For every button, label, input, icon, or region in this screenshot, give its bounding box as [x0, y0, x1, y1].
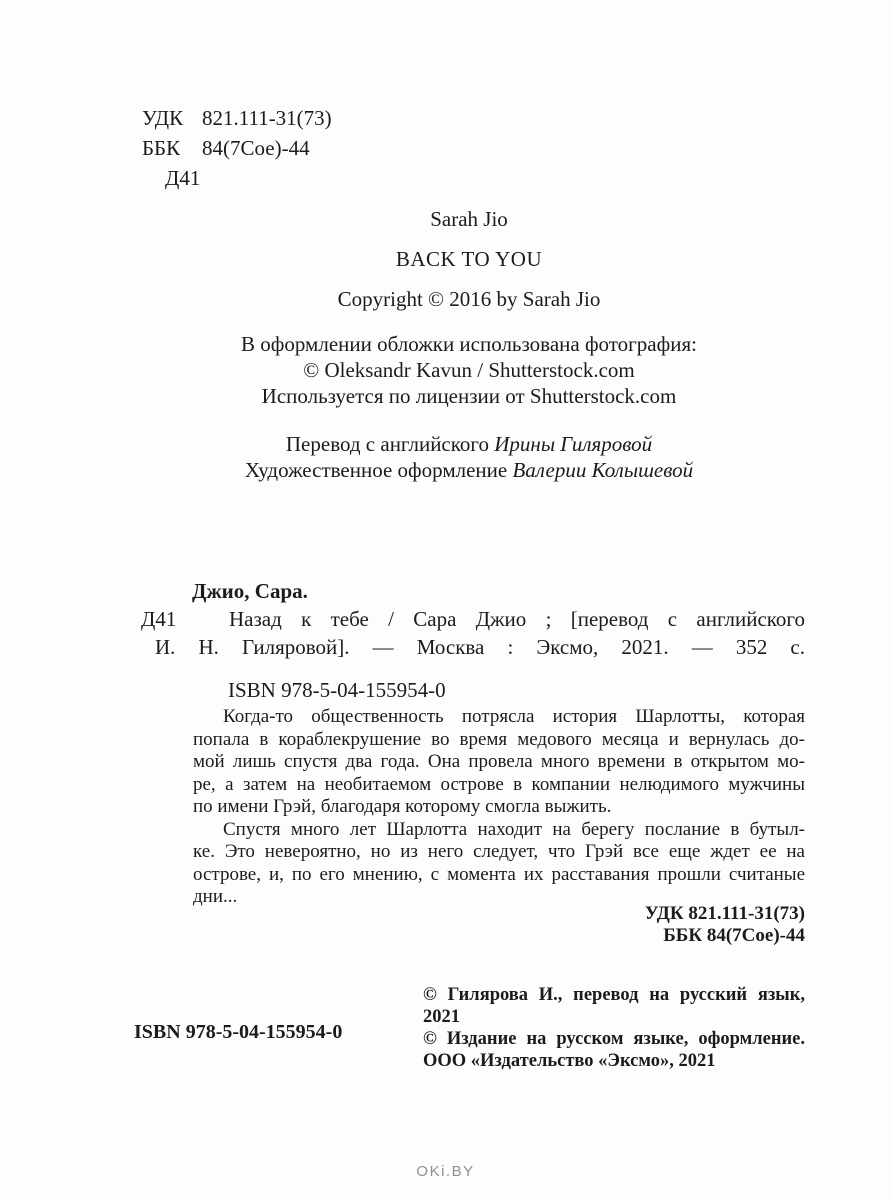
annotation-line: ке. Это невероятно, но из него следует, что Грэй все еще ждет ее на — [193, 841, 805, 862]
catalog-description-line-1: Назад к тебе / Сара Джио ; [перевод с английского — [229, 607, 805, 631]
udk-code-bottom: УДК 821.111-31(73) — [644, 903, 805, 924]
catalog-author-heading: Джио, Сара. — [192, 579, 308, 603]
bbk-label: ББК — [142, 136, 181, 160]
design-credit — [133, 457, 805, 483]
classification-codes-top — [142, 103, 332, 193]
annotation-line: по имени Грэй, благодаря которому смогла выжить. — [193, 796, 612, 817]
translator-name: Ирины Гиляровой — [494, 432, 653, 456]
design-credit-prefix: Художественное оформление — [244, 458, 513, 482]
page-content — [133, 0, 805, 1200]
annotation-line: дни... — [193, 886, 238, 907]
annotation-line: попала в кораблекрушение во время медового месяца и вернулась до- — [193, 728, 805, 750]
classification-codes-bottom — [133, 903, 805, 947]
catalog-card — [133, 577, 805, 704]
copyright-item: © Издание на русском языке, оформление. — [423, 1029, 805, 1049]
annotation-line: Когда-то общественность потрясла история Шарлотты, которая — [223, 706, 805, 727]
footer-isbn: ISBN 978-5-04-155954-0 — [134, 1021, 343, 1043]
bbk-code-row — [142, 133, 332, 163]
bbk-code-bottom: ББК 84(7Сое)-44 — [663, 925, 805, 946]
cover-credit-line-2: © Oleksandr Kavun / Shutterstock.com — [303, 358, 635, 382]
copyright-item: © Гилярова И., перевод на русский язык, 2021 — [423, 985, 805, 1027]
isbn-line: ISBN 978-5-04-155954-0 — [228, 678, 446, 702]
copyright-item: ООО «Издательство «Эксмо», 2021 — [423, 1051, 716, 1071]
translation-credit — [133, 431, 805, 457]
author-sign-row — [165, 163, 332, 193]
publisher-copyrights — [423, 984, 805, 1072]
annotation-line: мой лишь спустя два года. Она провела много времени в открытом мо- — [193, 751, 805, 772]
udk-code-row — [142, 103, 332, 133]
annotation-line: острове, и, по его мнению, с момента их расставания прошли считаные — [193, 863, 805, 885]
udk-value: 821.111-31(73) — [202, 106, 332, 130]
title-block — [133, 199, 805, 319]
book-title: BACK TO YOU — [395, 247, 543, 271]
translation-credit-prefix: Перевод с английского — [285, 432, 495, 456]
catalog-description-line-2: И. Н. Гиляровой]. — Москва : Эксмо, 2021. — 352 с. — [155, 635, 805, 659]
annotation-line: Спустя много лет Шарлотта находит на берегу послание в бутыл- — [223, 818, 805, 840]
cover-photo-credit — [133, 331, 805, 409]
annotation — [193, 706, 805, 909]
copyright-line: Copyright © 2016 by Sarah Jio — [337, 287, 601, 311]
staff-credits — [133, 431, 805, 483]
author-name: Sarah Jio — [430, 207, 508, 231]
watermark: OKi.BY — [416, 1163, 475, 1180]
bbk-value: 84(7Сое)-44 — [202, 136, 310, 160]
cover-credit-line-1: В оформлении обложки использована фотография: — [241, 332, 697, 356]
author-sign: Д41 — [165, 166, 201, 190]
annotation-line: ре, а затем на необитаемом острове в компании нелюдимого мужчины — [193, 773, 805, 795]
catalog-author-sign: Д41 — [141, 607, 177, 631]
cover-credit-line-3: Используется по лицензии от Shutterstock.com — [261, 384, 677, 408]
imprint-footer — [133, 984, 805, 1072]
designer-name: Валерии Колышевой — [512, 458, 694, 482]
udk-label: УДК — [142, 106, 184, 130]
